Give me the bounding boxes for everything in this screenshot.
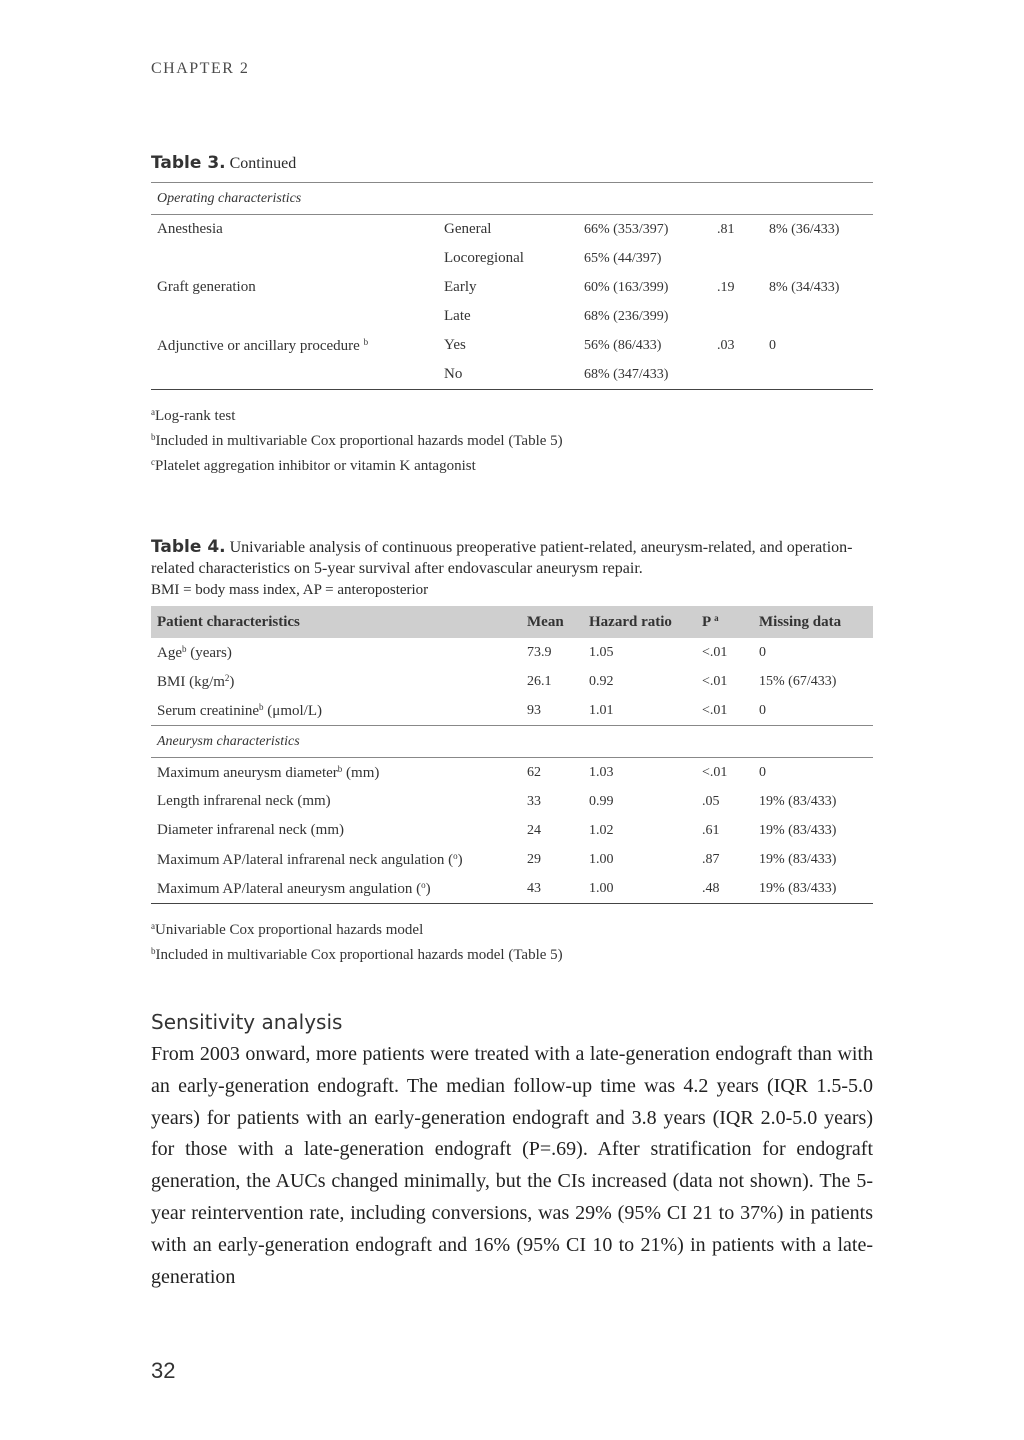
- p-value-cell: .61: [702, 822, 720, 838]
- p-value-cell: <.01: [702, 764, 728, 780]
- footnote-mark: a: [151, 921, 155, 931]
- header-missing-data: Missing data: [753, 606, 873, 638]
- table-row: [151, 360, 873, 390]
- p-value-cell: .19: [717, 279, 735, 295]
- mean-cell: 73.9: [527, 644, 552, 660]
- table3-label: Table 3.: [151, 153, 226, 173]
- table4-footnotes: [151, 916, 563, 966]
- table-row: [151, 667, 873, 696]
- header-mean: Mean: [521, 606, 583, 638]
- characteristic-unit: ): [229, 673, 235, 690]
- table-row: [151, 696, 873, 726]
- group-cell: Early: [444, 279, 477, 295]
- missing-cell: 19% (83/433): [759, 793, 837, 809]
- footnote: [151, 941, 563, 966]
- mean-cell: 29: [527, 851, 541, 867]
- header-hazard-ratio: Hazard ratio: [583, 606, 696, 638]
- p-value-cell: .87: [702, 851, 720, 867]
- table4-section-row: [151, 726, 873, 758]
- footnote: [151, 427, 563, 452]
- hazard-ratio-cell: 1.01: [589, 702, 614, 718]
- table4-caption: [151, 537, 873, 601]
- table3-section-label: Operating characteristics: [151, 183, 873, 215]
- characteristic-cell: [151, 331, 438, 360]
- table4-header-row: [151, 606, 873, 638]
- p-value-cell: .05: [702, 793, 720, 809]
- hazard-ratio-cell: 0.92: [589, 673, 614, 689]
- footnote-mark: c: [151, 457, 155, 467]
- table-row: [151, 331, 873, 360]
- missing-cell: 19% (83/433): [759, 880, 837, 896]
- mean-cell: 93: [527, 702, 541, 718]
- table-row: [151, 273, 873, 302]
- table4-caption-text: Univariable analysis of continuous preoperative patient-related, aneurysm-related, and operation-related characteristics on 5-year survival after endovascular aneurysm repair.: [151, 539, 853, 577]
- footnote-text: Log-rank test: [155, 408, 236, 424]
- missing-cell: 0: [759, 702, 766, 718]
- group-cell: Yes: [444, 337, 466, 353]
- missing-cell: 19% (83/433): [759, 822, 837, 838]
- header-patient-characteristics: Patient characteristics: [151, 606, 521, 638]
- body-paragraph: From 2003 onward, more patients were treated with a late-generation endograft than with an early-generation endograft. The median follow-up time was 4.2 years (IQR 1.5-5.0 years) for patients with an early-generation endograft and 3.8 years (IQR 2.0-5.0 years) for those with a late-generation endograft (P=.69). After stratification for endograft generation, the AUCs changed minimally, but the CIs increased (data not shown). The 5-year reintervention rate, including conversions, was 29% (95% CI 21 to 37%) in patients with an early-generation endograft and 16% (95% CI 10 to 21%) in patients with a late-generation: [151, 1043, 873, 1288]
- missing-cell: 0: [759, 644, 766, 660]
- characteristic-cell: [151, 874, 521, 904]
- p-value-cell: .48: [702, 880, 720, 896]
- missing-cell: 0: [769, 337, 776, 353]
- missing-cell: 8% (36/433): [769, 221, 840, 237]
- footnote-mark: b: [151, 432, 156, 442]
- value-cell: 65% (44/397): [584, 250, 662, 266]
- footnote-mark: o: [421, 879, 426, 890]
- table-row: [151, 302, 873, 331]
- characteristic-cell: [151, 273, 438, 302]
- table3-caption: [151, 153, 873, 174]
- missing-cell: [763, 360, 873, 390]
- footnote-mark: b: [337, 763, 343, 774]
- value-cell: 60% (163/399): [584, 279, 669, 295]
- missing-cell: [763, 244, 873, 273]
- table-row: [151, 816, 873, 845]
- missing-cell: 19% (83/433): [759, 851, 837, 867]
- characteristic-label: Age: [157, 644, 182, 661]
- characteristic-cell: [151, 845, 521, 874]
- p-value-cell: .03: [717, 337, 735, 353]
- characteristic-label: Adjunctive or ancillary procedure: [157, 337, 360, 354]
- value-cell: 68% (347/433): [584, 366, 669, 382]
- hazard-ratio-cell: 1.03: [589, 764, 614, 780]
- footnote: [151, 402, 563, 427]
- mean-cell: 26.1: [527, 673, 552, 689]
- characteristic-label: Length infrarenal neck (mm): [157, 793, 331, 809]
- group-cell: Locoregional: [444, 250, 524, 266]
- footnote-text: Platelet aggregation inhibitor or vitamin K antagonist: [155, 458, 476, 474]
- characteristic-cell: [151, 302, 438, 331]
- footnote: [151, 452, 563, 477]
- value-cell: 66% (353/397): [584, 221, 669, 237]
- table3-footnotes: [151, 402, 563, 477]
- mean-cell: 43: [527, 880, 541, 896]
- p-value-cell: [711, 360, 763, 390]
- characteristic-cell: [151, 215, 438, 245]
- table-row: [151, 638, 873, 667]
- table-row: [151, 787, 873, 816]
- characteristic-cell: [151, 787, 521, 816]
- mean-cell: 24: [527, 822, 541, 838]
- running-head: CHAPTER 2: [151, 60, 250, 77]
- footnote-mark: a: [151, 407, 155, 417]
- value-cell: 56% (86/433): [584, 337, 662, 353]
- mean-cell: 33: [527, 793, 541, 809]
- section-heading: Sensitivity analysis: [151, 1010, 343, 1034]
- footnote-mark: b: [151, 946, 156, 956]
- page-number: 32: [151, 1358, 176, 1383]
- table-row: [151, 845, 873, 874]
- footnote-mark: o: [453, 850, 458, 861]
- header-p-label: P: [702, 614, 711, 630]
- p-value-cell: .81: [717, 221, 735, 237]
- characteristic-unit: (years): [186, 644, 232, 661]
- characteristic-cell: [151, 667, 521, 696]
- characteristic-cell: [151, 758, 521, 788]
- table3-section-row: [151, 183, 873, 215]
- footnote-mark: 2: [224, 672, 230, 683]
- header-p: [696, 606, 753, 638]
- characteristic-unit: ): [425, 880, 431, 897]
- missing-cell: [763, 302, 873, 331]
- characteristic-label: Maximum aneurysm diameter: [157, 764, 338, 781]
- table4-section-label: Aneurysm characteristics: [151, 726, 873, 758]
- p-value-cell: <.01: [702, 702, 728, 718]
- table4-label: Table 4.: [151, 537, 226, 557]
- characteristic-unit: ): [457, 851, 463, 868]
- characteristic-unit: (μmol/L): [263, 702, 322, 719]
- missing-cell: 8% (34/433): [769, 279, 840, 295]
- p-value-cell: <.01: [702, 673, 728, 689]
- table4-caption-abbreviations: BMI = body mass index, AP = anteroposterior: [151, 582, 429, 598]
- footnote-text: Included in multivariable Cox proportional hazards model (Table 5): [155, 433, 563, 449]
- table4-patient-body: [151, 638, 873, 726]
- footnote-mark: b: [259, 701, 264, 712]
- characteristic-label: Serum creatinine: [157, 702, 260, 719]
- footnote-mark: b: [363, 336, 369, 347]
- footnote: [151, 916, 563, 941]
- footnote-mark: b: [182, 643, 187, 654]
- characteristic-label: Diameter infrarenal neck (mm): [157, 822, 344, 838]
- mean-cell: 62: [527, 764, 541, 780]
- footnote-text: Univariable Cox proportional hazards model: [155, 922, 424, 938]
- characteristic-label: Maximum AP/lateral aneurysm angulation (: [157, 880, 422, 897]
- value-cell: 68% (236/399): [584, 308, 669, 324]
- characteristic-cell: [151, 360, 438, 390]
- table-row: [151, 215, 873, 245]
- hazard-ratio-cell: 1.00: [589, 851, 614, 867]
- characteristic-label: BMI (kg/m: [157, 673, 225, 690]
- characteristic-cell: [151, 638, 521, 667]
- missing-cell: 0: [759, 764, 766, 780]
- footnote-text: Included in multivariable Cox proportional hazards model (Table 5): [155, 947, 563, 963]
- table-row: [151, 874, 873, 904]
- characteristic-label: Graft generation: [157, 279, 256, 295]
- group-cell: General: [444, 221, 492, 237]
- hazard-ratio-cell: 1.02: [589, 822, 614, 838]
- hazard-ratio-cell: 0.99: [589, 793, 614, 809]
- table3-body: [151, 215, 873, 390]
- characteristic-unit: (mm): [342, 764, 380, 781]
- header-p-sup: a: [714, 613, 719, 623]
- p-value-cell: [711, 302, 763, 331]
- table4: [151, 606, 873, 904]
- hazard-ratio-cell: 1.00: [589, 880, 614, 896]
- group-cell: Late: [444, 308, 471, 324]
- hazard-ratio-cell: 1.05: [589, 644, 614, 660]
- characteristic-cell: [151, 696, 521, 726]
- p-value-cell: <.01: [702, 644, 728, 660]
- characteristic-label: Anesthesia: [157, 221, 223, 237]
- table-row: [151, 244, 873, 273]
- characteristic-cell: [151, 816, 521, 845]
- group-cell: No: [444, 366, 463, 382]
- table-row: [151, 758, 873, 788]
- characteristic-label: Maximum AP/lateral infrarenal neck angulation (: [157, 851, 454, 868]
- table4-aneurysm-body: [151, 758, 873, 904]
- table3: [151, 182, 873, 390]
- p-value-cell: [711, 244, 763, 273]
- missing-cell: 15% (67/433): [759, 673, 837, 689]
- table3-caption-text: Continued: [229, 155, 297, 172]
- characteristic-cell: [151, 244, 438, 273]
